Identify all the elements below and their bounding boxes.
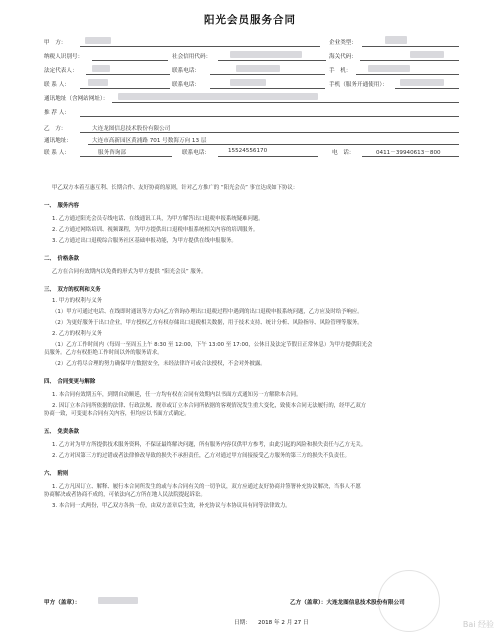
- mobile-line: [356, 74, 459, 75]
- contact-phone-label: 联系电话：: [172, 82, 200, 88]
- recommender-line: [80, 116, 459, 117]
- section-1-item-1: 1. 乙方通过阳光会员专线电话、在线通讯工具，为甲方解答出口退税申报系统疑难问题。: [52, 216, 264, 222]
- contact-phone-redacted: [230, 79, 266, 86]
- party-a-name-redacted: [85, 37, 111, 44]
- customs-code-redacted: [410, 51, 444, 58]
- mobile-redacted: [368, 65, 410, 72]
- section-6-item-1: 1. 乙方凡因订立、解释、履行本合同所发生的或与本合同有关的一切争议，双方应通过友好协商并签署补充协议解决，当事人不愿: [52, 484, 361, 490]
- party-b-contact-label: 联 系 人：: [44, 150, 70, 156]
- legal-phone-redacted: [236, 65, 280, 72]
- party-b-address-line: [88, 144, 459, 145]
- legal-person-line: [86, 74, 170, 75]
- party-b-name: 大连龙图信息技术股份有限公司: [92, 126, 171, 132]
- service-mobile-redacted: [400, 79, 444, 86]
- contact-line: [80, 88, 170, 89]
- party-b-seal-label: 乙方（盖章）：大连龙图信息技术股份有限公司: [290, 600, 405, 606]
- party-a-label: 甲 方：: [44, 40, 67, 46]
- legal-phone-line: [210, 74, 325, 75]
- customs-code-label: 海关代码：: [329, 54, 357, 60]
- credit-code-line: [218, 60, 326, 61]
- party-b-contact: 服务咨询部: [98, 150, 126, 156]
- credit-code-label: 社会信用代码：: [172, 54, 212, 60]
- contact-label: 联 系 人：: [44, 82, 70, 88]
- party-a-seal-redacted: [98, 597, 138, 604]
- customs-code-line: [360, 60, 459, 61]
- section-3-item-5: （1）乙方工作时间内（每周一至周五上午 8:30 至 12:00，下午 13:00 至 17:00，公休日及法定节假日正常休息）为甲方提供阳光会: [52, 342, 373, 348]
- legal-person-label: 法定代表人：: [44, 68, 78, 74]
- party-b-tel: 0411－39940613－800: [376, 150, 441, 156]
- contract-body: [44, 184, 460, 510]
- legal-person-redacted: [92, 65, 110, 72]
- watermark: Bai 经验: [462, 620, 494, 629]
- contact-phone-line: [210, 88, 325, 89]
- date-label: 日期：: [234, 620, 251, 626]
- section-1-item-3: 3. 乙方通过出口退税综合服务社区基础申报功能，为甲方提供在线申报服务。: [52, 238, 237, 244]
- party-b-phone-label: 联系电话：: [182, 150, 210, 156]
- service-mobile-label: 手机（服务开通使用）：: [329, 82, 388, 88]
- party-b-phone-line: [218, 156, 318, 157]
- taxpayer-id-line: [92, 60, 168, 61]
- legal-phone-label: 联系电话：: [172, 68, 200, 74]
- party-b-address-label: 通讯地址：: [44, 138, 72, 144]
- section-6-item-2: 协商解决或者协商不成的，可依法向乙方所在地人民法院提起诉讼。: [44, 492, 206, 498]
- section-3-item-1: 1. 甲方的权利与义务: [52, 298, 102, 304]
- section-3-item-6: 员服务。乙方有权拒绝工作时间以外的服务请求。: [44, 350, 163, 356]
- address-redacted: [118, 93, 318, 100]
- address-label: 通讯地址（含网站网址）：: [44, 96, 109, 102]
- mobile-label: 手 机：: [329, 68, 352, 74]
- party-b-tel-label: 电 话：: [332, 150, 355, 156]
- date-value: 2018 年 2 月 27 日: [258, 620, 309, 626]
- section-5-item-1: 1. 乙方对为甲方所提供技术服务资料，不保证最终解决问题，所有服务内容仅供甲方参考，由此引起的风险和损失责任与乙方无关。: [52, 442, 367, 448]
- section-2-title: 二、 价格条款: [44, 256, 80, 262]
- party-b-label: 乙 方：: [44, 126, 67, 132]
- section-5-title: 五、 免责条款: [44, 429, 80, 435]
- section-4-item-1: 1. 本合同有效期五年，到期自动顺延，任一方均有权在合同有效期内以书面方式通知另一方解除本合同。: [52, 392, 302, 398]
- section-4-title: 四、 合同变更与解除: [44, 379, 96, 385]
- party-b-name-line: [80, 132, 459, 133]
- party-b-contact-line: [80, 156, 172, 157]
- contact-redacted: [88, 79, 108, 86]
- section-3-item-2: （1）甲方可通过电话、在线即时通讯等方式向乙方咨询办理出口退税过程中遇到的出口退税申报系统问题，乙方应及时给予响应。: [52, 309, 363, 315]
- section-4-item-3: 协商一致，可变更本合同有关内容，但均应以书面方式确定。: [44, 411, 190, 417]
- section-3-title: 三、 双方的权利和义务: [44, 287, 101, 293]
- section-3-item-3: （2）为更好服务于出口企业，甲方授权乙方有权存储出口退税相关数据，用于技术支持、统计分析、风险指导、风险管理等服务。: [52, 320, 363, 326]
- section-4-item-2: 2. 因订立本合同所依据的法律、行政法规、规章或订立本合同所依据的客观情况发生重大变化，致使本合同无法履行的，经甲乙双方: [52, 403, 367, 409]
- recommender-label: 推 荐 人：: [44, 110, 70, 116]
- party-a-seal-label: 甲方（盖章）：: [44, 600, 81, 606]
- section-2-item-1: 乙方在合同有效期内以免费的形式为甲方提供 “阳光会员” 服务。: [52, 269, 207, 275]
- party-b-tel-line: [362, 156, 459, 157]
- service-mobile-line: [395, 88, 459, 89]
- contract-title: 阳光会员服务合同: [204, 14, 296, 26]
- enterprise-type-line: [362, 46, 459, 47]
- section-1-item-2: 2. 乙方通过网络培训、视频课程，为甲方提供出口退税申报系统相关内容的培训服务。: [52, 227, 259, 233]
- party-b-phone: 15524556170: [228, 148, 268, 154]
- taxpayer-id-label: 纳税人识别号：: [44, 54, 84, 60]
- credit-code-redacted: [230, 51, 302, 58]
- enterprise-type-label: 企业类型：: [329, 40, 357, 46]
- section-1-title: 一、 服务内容: [44, 203, 80, 209]
- section-6-title: 六、 附则: [44, 471, 69, 477]
- intro-paragraph: 甲乙双方本着互惠互利、长期合作、友好协商的原则，针对乙方推广的 “阳光会员” 事宜达成如下协议：: [52, 185, 299, 191]
- address-line: [112, 102, 459, 103]
- party-b-address: 大连市高新园区黄浦路 701 号数海万向 13 层: [92, 138, 207, 144]
- enterprise-type-redacted: [385, 36, 407, 44]
- section-3-item-7: （2）乙方将尽合理的努力确保甲方数据安全，未经法律许可或合法授权，不会对外披露。: [52, 361, 266, 367]
- party-a-name-line: [80, 46, 320, 47]
- section-5-item-2: 2. 乙方对因第三方的过错或者法律修改导致的损失不承担责任，乙方对通过甲方间接接受乙方服务的第三方的损失不负责任。: [52, 453, 350, 459]
- section-6-item-3: 3. 本合同一式两份，甲乙双方各执一份，由双方盖章后生效，补充协议与本协议具有同等法律效力。: [52, 503, 291, 509]
- section-3-item-4: 2. 乙方的权利与义务: [52, 331, 102, 337]
